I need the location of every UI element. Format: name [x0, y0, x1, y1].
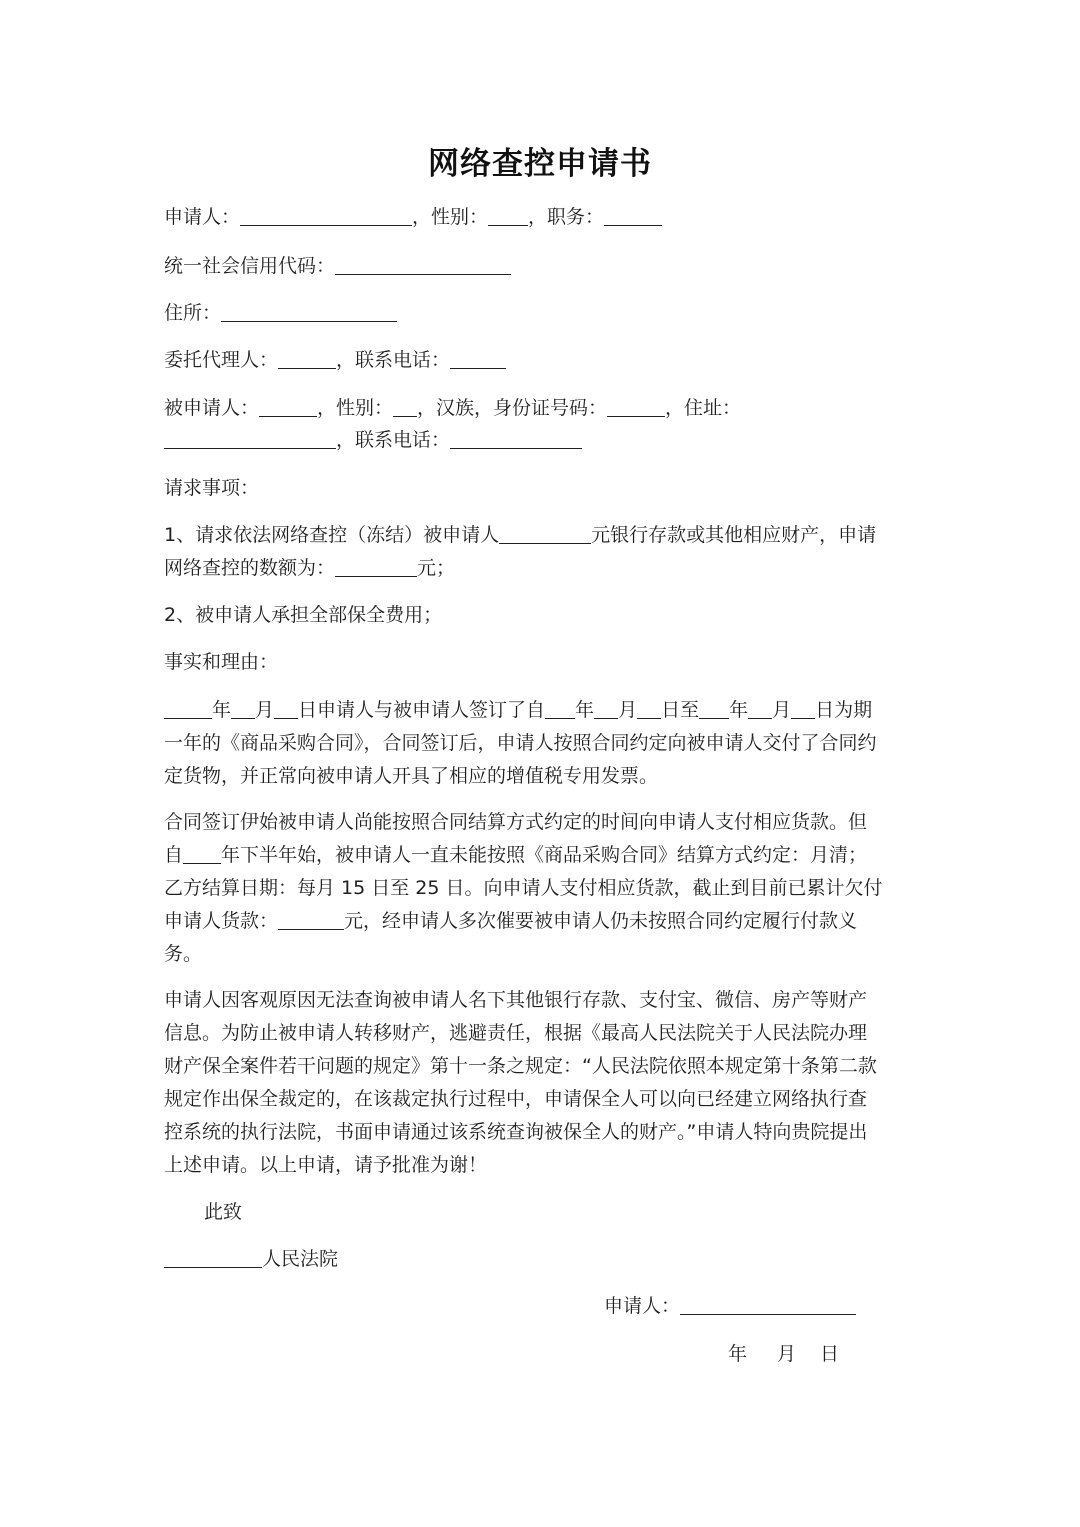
court-suffix: 人民法院	[262, 1248, 339, 1270]
respondent-line-2	[164, 428, 582, 452]
request-1-line-2	[164, 556, 455, 580]
applicant-gender-blank[interactable]	[488, 207, 528, 226]
credit-code-label: 统一社会信用代码：	[164, 255, 336, 277]
request-2: 2、被申请人承担全部保全费用；	[164, 604, 443, 626]
respondent-phone-blank[interactable]	[450, 430, 582, 449]
request-1-text-4: 元；	[417, 557, 456, 579]
closing: 此致	[204, 1201, 243, 1223]
applicant-position-blank[interactable]	[604, 207, 662, 226]
period-text: 日为期	[815, 699, 873, 721]
facts-1-line-1	[164, 698, 872, 722]
facts-2-text-2: 元，经申请人多次催要被申请人仍未按照合同约定履行付款义	[344, 910, 858, 932]
date-month: 月	[777, 1343, 797, 1365]
agent-name-blank[interactable]	[278, 350, 336, 369]
facts-2-line-5: 务。	[164, 943, 203, 965]
request-heading: 请求事项：	[164, 477, 260, 499]
agent-phone-blank[interactable]	[450, 350, 506, 369]
facts-2-line-3: 乙方结算日期：每月 15 日至 25 日。向申请人支付相应货款，截止到目前已累计欠付	[164, 877, 883, 899]
facts-2-line-4	[164, 909, 857, 933]
facts-2-text: 年下半年始，被申请人一直未能按照《商品采购合同》结算方式约定：月清；	[221, 844, 868, 866]
respondent-line-1	[164, 396, 741, 420]
applicant-line	[164, 205, 662, 229]
sign-day-blank[interactable]	[274, 700, 298, 719]
month-text: 月	[618, 699, 638, 721]
default-year-blank[interactable]	[183, 845, 221, 864]
end-day-blank[interactable]	[791, 700, 815, 719]
month-text: 月	[255, 699, 275, 721]
sign-month-blank[interactable]	[231, 700, 255, 719]
respondent-gender-label: ，性别：	[317, 397, 394, 419]
credit-code-blank[interactable]	[335, 256, 511, 275]
signature-line	[604, 1294, 856, 1318]
address-blank[interactable]	[221, 303, 397, 322]
facts-3-line-4: 规定作出保全裁定的，在该裁定执行过程中，申请保全人可以向已经建立网络执行查	[164, 1088, 868, 1110]
facts-heading: 事实和理由：	[164, 651, 279, 673]
facts-1-line-3: 定货物，并正常向被申请人开具了相应的增值税专用发票。	[164, 765, 659, 787]
respondent-gender-blank[interactable]	[393, 398, 417, 417]
agent-phone-label: ，联系电话：	[336, 349, 451, 371]
from-text: 自	[164, 844, 184, 866]
start-month-blank[interactable]	[594, 700, 618, 719]
court-name-blank[interactable]	[164, 1249, 262, 1268]
address-line	[164, 301, 397, 325]
signature-label: 申请人：	[604, 1295, 681, 1317]
sign-year-blank[interactable]	[164, 700, 212, 719]
applicant-label: 申请人：	[164, 206, 241, 228]
document-title: 网络查控申请书	[428, 146, 652, 182]
facts-2-line-2	[164, 843, 867, 867]
respondent-phone-label: ，联系电话：	[336, 429, 451, 451]
request-1-text: 1、请求依法网络查控（冻结）被申请人	[164, 524, 500, 546]
to-text: 日至	[661, 699, 700, 721]
facts-2-line-1: 合同签订伊始被申请人尚能按照合同结算方式约定的时间向申请人支付相应货款。但	[164, 811, 868, 833]
start-day-blank[interactable]	[637, 700, 661, 719]
applicant-name-blank[interactable]	[240, 207, 412, 226]
request-1-text-3: 网络查控的数额为：	[164, 557, 336, 579]
arrears-amount-blank[interactable]	[278, 911, 344, 930]
respondent-address-label: ，住址：	[665, 397, 742, 419]
request-1-line-1	[164, 523, 876, 547]
applicant-position-label: ，职务：	[528, 206, 605, 228]
control-amount-blank[interactable]	[335, 558, 417, 577]
agent-label: 委托代理人：	[164, 349, 279, 371]
facts-3-line-3: 财产保全案件若干问题的规定》第十一条之规定：“人民法院依照本规定第十条第二款	[164, 1055, 877, 1077]
end-year-blank[interactable]	[699, 700, 729, 719]
start-year-blank[interactable]	[545, 700, 575, 719]
date-line	[728, 1342, 839, 1366]
facts-1-line-2: 一年的《商品采购合同》，合同签订后，申请人按照合同约定向被申请人交付了合同约	[164, 732, 877, 754]
facts-3-line-5: 控系统的执行法院，书面申请通过该系统查询被保全人的财产。”申请人特向贵院提出	[164, 1121, 868, 1143]
date-year: 年	[728, 1343, 748, 1365]
respondent-id-blank[interactable]	[607, 398, 665, 417]
respondent-label: 被申请人：	[164, 397, 260, 419]
agent-line	[164, 348, 506, 372]
address-label: 住所：	[164, 302, 222, 324]
month-text: 月	[772, 699, 792, 721]
year-text: 年	[575, 699, 595, 721]
respondent-id-label: ，汉族，身份证号码：	[417, 397, 608, 419]
facts-1-text: 日申请人与被申请人签订了自	[298, 699, 546, 721]
signature-blank[interactable]	[680, 1296, 856, 1315]
credit-code-line	[164, 254, 511, 278]
arrears-label: 申请人货款：	[164, 910, 279, 932]
court-line	[164, 1247, 338, 1271]
facts-3-line-1: 申请人因客观原因无法查询被申请人名下其他银行存款、支付宝、微信、房产等财产	[164, 989, 868, 1011]
facts-3-line-6: 上述申请。以上申请，请予批准为谢！	[164, 1154, 488, 1176]
respondent-name-blank[interactable]	[259, 398, 317, 417]
year-text: 年	[212, 699, 232, 721]
date-day: 日	[820, 1343, 840, 1365]
end-month-blank[interactable]	[748, 700, 772, 719]
year-text: 年	[729, 699, 749, 721]
respondent-address-blank[interactable]	[164, 430, 336, 449]
facts-3-line-2: 信息。为防止被申请人转移财产，逃避责任，根据《最高人民法院关于人民法院办理	[164, 1022, 868, 1044]
request-1-text-2: 元银行存款或其他相应财产，申请	[591, 524, 877, 546]
applicant-gender-label: ，性别：	[412, 206, 489, 228]
request-amount-blank[interactable]	[499, 525, 591, 544]
